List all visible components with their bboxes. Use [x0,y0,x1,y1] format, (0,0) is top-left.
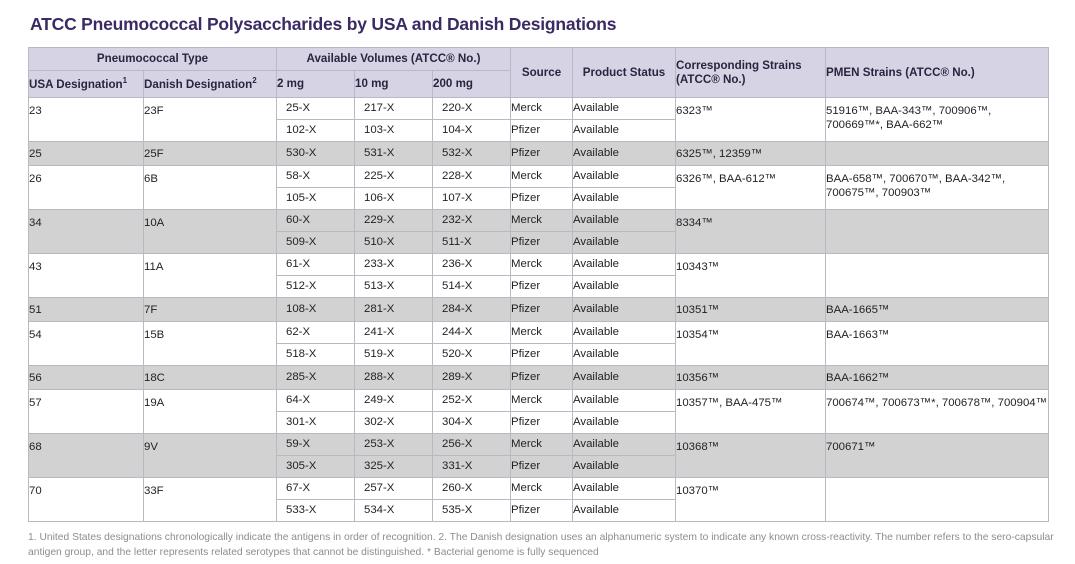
cell-volume-200mg: 220-X [433,98,511,120]
cell-product-status: Available [573,412,676,434]
cell-volume-200mg: 331-X [433,456,511,478]
cell-volume-2mg: 67-X [277,478,355,500]
cell-danish-designation: 23F [144,98,277,142]
cell-source: Pfizer [511,412,573,434]
cell-product-status: Available [573,434,676,456]
cell-corresponding-strains: 10370™ [676,478,826,522]
cell-volume-200mg: 244-X [433,322,511,344]
cell-corresponding-strains: 10357™, BAA-475™ [676,390,826,434]
cell-volume-10mg: 281-X [355,298,433,322]
cell-pmen-strains: BAA-1665™ [826,298,1049,322]
cell-volume-200mg: 228-X [433,166,511,188]
cell-corresponding-strains: 10368™ [676,434,826,478]
cell-corresponding-strains: 10354™ [676,322,826,366]
cell-volume-10mg: 510-X [355,232,433,254]
cell-corresponding-strains: 6323™ [676,98,826,142]
cell-corresponding-strains: 8334™ [676,210,826,254]
cell-volume-10mg: 302-X [355,412,433,434]
cell-volume-200mg: 236-X [433,254,511,276]
cell-source: Pfizer [511,232,573,254]
table-body [29,98,1049,522]
cell-volume-2mg: 305-X [277,456,355,478]
cell-product-status: Available [573,500,676,522]
cell-product-status: Available [573,254,676,276]
cell-source: Merck [511,322,573,344]
header-product-status: Product Status [573,48,676,98]
cell-volume-2mg: 58-X [277,166,355,188]
pneumococcal-table [28,47,1049,522]
header-volume-10mg: 10 mg [355,71,433,98]
cell-pmen-strains [826,142,1049,166]
cell-volume-200mg: 289-X [433,366,511,390]
table-row [29,478,1049,500]
header-pmen-strains: PMEN Strains (ATCC® No.) [826,48,1049,98]
page-title: ATCC Pneumococcal Polysaccharides by USA and Danish Designations [30,14,617,34]
cell-volume-2mg: 301-X [277,412,355,434]
table-row [29,322,1049,344]
table-row [29,210,1049,232]
header-source: Source [511,48,573,98]
cell-source: Pfizer [511,276,573,298]
table-header-row-group [29,48,1049,71]
cell-volume-2mg: 108-X [277,298,355,322]
cell-volume-10mg: 257-X [355,478,433,500]
table-row [29,98,1049,120]
header-danish-footnote-marker: 2 [252,76,257,86]
cell-product-status: Available [573,98,676,120]
cell-volume-2mg: 533-X [277,500,355,522]
cell-danish-designation: 19A [144,390,277,434]
cell-volume-200mg: 532-X [433,142,511,166]
header-usa-footnote-marker: 1 [122,76,128,86]
cell-usa-designation: 34 [29,210,144,254]
cell-volume-10mg: 531-X [355,142,433,166]
cell-product-status: Available [573,478,676,500]
table-row [29,298,1049,322]
cell-volume-200mg: 535-X [433,500,511,522]
cell-volume-10mg: 241-X [355,322,433,344]
cell-corresponding-strains: 10356™ [676,366,826,390]
header-danish-designation [144,71,277,98]
cell-source: Merck [511,434,573,456]
cell-usa-designation: 57 [29,390,144,434]
cell-danish-designation: 9V [144,434,277,478]
cell-corresponding-strains: 6325™, 12359™ [676,142,826,166]
table-head [29,48,1049,98]
cell-volume-10mg: 233-X [355,254,433,276]
cell-danish-designation: 11A [144,254,277,298]
cell-danish-designation: 18C [144,366,277,390]
header-volume-2mg: 2 mg [277,71,355,98]
cell-volume-2mg: 105-X [277,188,355,210]
cell-source: Merck [511,390,573,412]
cell-corresponding-strains: 10351™ [676,298,826,322]
cell-volume-200mg: 511-X [433,232,511,254]
table-row [29,254,1049,276]
cell-product-status: Available [573,298,676,322]
cell-pmen-strains [826,254,1049,298]
cell-volume-200mg: 256-X [433,434,511,456]
cell-product-status: Available [573,232,676,254]
cell-usa-designation: 26 [29,166,144,210]
cell-volume-2mg: 285-X [277,366,355,390]
header-available-volumes: Available Volumes (ATCC® No.) [277,48,511,71]
cell-volume-200mg: 520-X [433,344,511,366]
cell-pmen-strains [826,210,1049,254]
header-danish-label: Danish Designation [144,77,253,91]
cell-pmen-strains: BAA-1662™ [826,366,1049,390]
cell-source: Merck [511,478,573,500]
header-corresponding-strains: Corresponding Strains (ATCC® No.) [676,48,826,98]
cell-volume-10mg: 103-X [355,120,433,142]
cell-volume-2mg: 25-X [277,98,355,120]
cell-source: Pfizer [511,456,573,478]
cell-volume-2mg: 512-X [277,276,355,298]
cell-volume-200mg: 232-X [433,210,511,232]
cell-source: Pfizer [511,298,573,322]
cell-usa-designation: 70 [29,478,144,522]
cell-source: Merck [511,98,573,120]
cell-product-status: Available [573,166,676,188]
cell-pmen-strains [826,478,1049,522]
cell-source: Pfizer [511,120,573,142]
cell-volume-10mg: 217-X [355,98,433,120]
cell-usa-designation: 54 [29,322,144,366]
cell-volume-10mg: 288-X [355,366,433,390]
table-row [29,434,1049,456]
cell-source: Pfizer [511,142,573,166]
cell-volume-10mg: 106-X [355,188,433,210]
cell-source: Merck [511,210,573,232]
cell-danish-designation: 6B [144,166,277,210]
table-footnote: 1. United States designations chronologically indicate the antigens in order of recognition. 2. The Danish designation uses an alphanumeric system to indicate any known cross-reactivity. The number refers to the sero-capsular antigen group, and the letter represents related serotypes that cannot be distinguished. * Bacterial genome is fully sequenced [28,532,1054,558]
header-pneumococcal-type: Pneumococcal Type [29,48,277,71]
cell-product-status: Available [573,456,676,478]
header-usa-label: USA Designation [29,77,123,91]
cell-volume-2mg: 530-X [277,142,355,166]
table-row [29,142,1049,166]
cell-corresponding-strains: 10343™ [676,254,826,298]
cell-product-status: Available [573,366,676,390]
cell-volume-2mg: 64-X [277,390,355,412]
table-row [29,166,1049,188]
cell-volume-2mg: 509-X [277,232,355,254]
table-row [29,366,1049,390]
cell-pmen-strains: BAA-1663™ [826,322,1049,366]
cell-usa-designation: 68 [29,434,144,478]
cell-volume-2mg: 60-X [277,210,355,232]
cell-danish-designation: 10A [144,210,277,254]
header-volume-200mg: 200 mg [433,71,511,98]
cell-volume-10mg: 225-X [355,166,433,188]
cell-volume-10mg: 229-X [355,210,433,232]
cell-volume-10mg: 519-X [355,344,433,366]
cell-volume-200mg: 284-X [433,298,511,322]
cell-volume-200mg: 304-X [433,412,511,434]
cell-corresponding-strains: 6326™, BAA-612™ [676,166,826,210]
cell-pmen-strains: BAA-658™, 700670™, BAA-342™, 700675™, 700903™ [826,166,1049,210]
cell-usa-designation: 23 [29,98,144,142]
cell-source: Pfizer [511,500,573,522]
cell-danish-designation: 15B [144,322,277,366]
cell-volume-10mg: 534-X [355,500,433,522]
cell-pmen-strains: 700671™ [826,434,1049,478]
cell-product-status: Available [573,390,676,412]
cell-product-status: Available [573,188,676,210]
cell-product-status: Available [573,142,676,166]
cell-usa-designation: 56 [29,366,144,390]
cell-volume-2mg: 61-X [277,254,355,276]
cell-source: Pfizer [511,344,573,366]
cell-source: Merck [511,254,573,276]
cell-volume-2mg: 62-X [277,322,355,344]
cell-product-status: Available [573,322,676,344]
cell-usa-designation: 51 [29,298,144,322]
cell-pmen-strains: 700674™, 700673™*, 700678™, 700904™ [826,390,1049,434]
cell-product-status: Available [573,120,676,142]
cell-pmen-strains: 51916™, BAA-343™, 700906™, 700669™*, BAA-662™ [826,98,1049,142]
cell-danish-designation: 7F [144,298,277,322]
cell-volume-200mg: 260-X [433,478,511,500]
cell-volume-10mg: 513-X [355,276,433,298]
cell-volume-200mg: 514-X [433,276,511,298]
cell-product-status: Available [573,210,676,232]
cell-volume-10mg: 325-X [355,456,433,478]
cell-source: Pfizer [511,366,573,390]
cell-product-status: Available [573,276,676,298]
cell-source: Pfizer [511,188,573,210]
cell-volume-2mg: 59-X [277,434,355,456]
cell-volume-2mg: 518-X [277,344,355,366]
cell-danish-designation: 25F [144,142,277,166]
cell-volume-200mg: 107-X [433,188,511,210]
cell-usa-designation: 25 [29,142,144,166]
cell-volume-200mg: 104-X [433,120,511,142]
cell-volume-200mg: 252-X [433,390,511,412]
cell-danish-designation: 33F [144,478,277,522]
cell-volume-2mg: 102-X [277,120,355,142]
cell-volume-10mg: 249-X [355,390,433,412]
cell-source: Merck [511,166,573,188]
cell-volume-10mg: 253-X [355,434,433,456]
cell-product-status: Available [573,344,676,366]
table-row [29,390,1049,412]
header-usa-designation [29,71,144,98]
cell-usa-designation: 43 [29,254,144,298]
